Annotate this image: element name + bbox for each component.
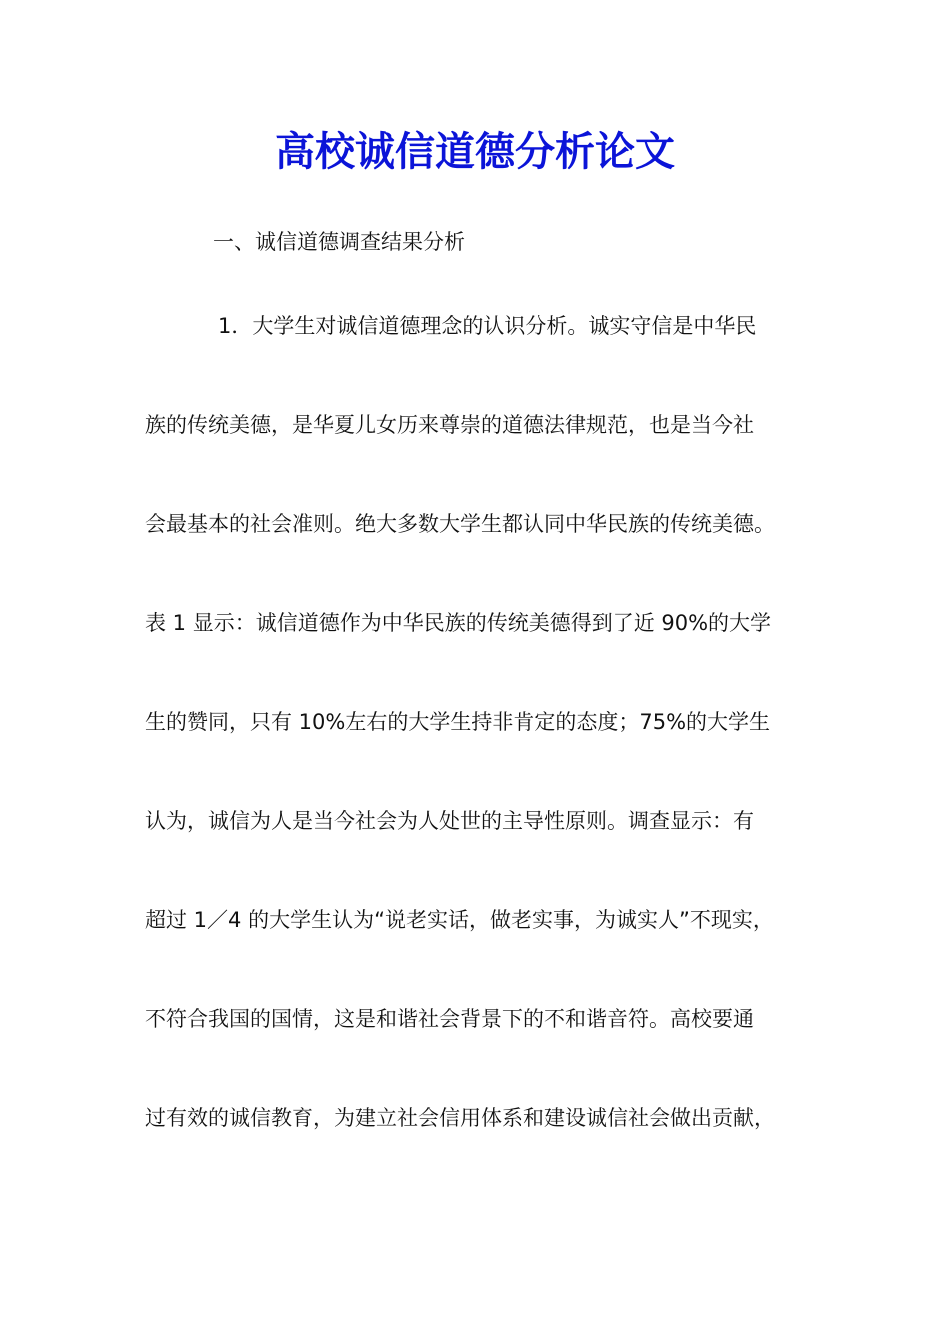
body-paragraph	[145, 304, 820, 1195]
body-line: 认为，诚信为人是当今社会为人处世的主导性原则。调查显示：有	[145, 809, 754, 833]
body-line: 生的赞同，只有 10%左右的大学生持非肯定的态度；75%的大学生	[145, 710, 771, 734]
body-line: 不符合我国的国情，这是和谐社会背景下的不和谐音符。高校要通	[145, 1007, 754, 1031]
body-line: 过有效的诚信教育，为建立社会信用体系和建设诚信社会做出贡献，	[145, 1106, 775, 1130]
body-line: 1．大学生对诚信道德理念的认识分析。诚实守信是中华民	[218, 314, 757, 338]
body-line: 会最基本的社会准则。绝大多数大学生都认同中华民族的传统美德。	[145, 512, 775, 536]
body-line: 超过 1／4 的大学生认为“说老实话，做老实事，为诚实人”不现实，	[145, 908, 774, 932]
section-heading: 一、诚信道德调查结果分析	[213, 230, 465, 254]
body-line: 表 1 显示：诚信道德作为中华民族的传统美德得到了近 90%的大学	[145, 611, 772, 635]
document-title: 高校诚信道德分析论文	[275, 128, 675, 175]
body-line: 族的传统美德，是华夏儿女历来尊崇的道德法律规范，也是当今社	[145, 413, 754, 437]
